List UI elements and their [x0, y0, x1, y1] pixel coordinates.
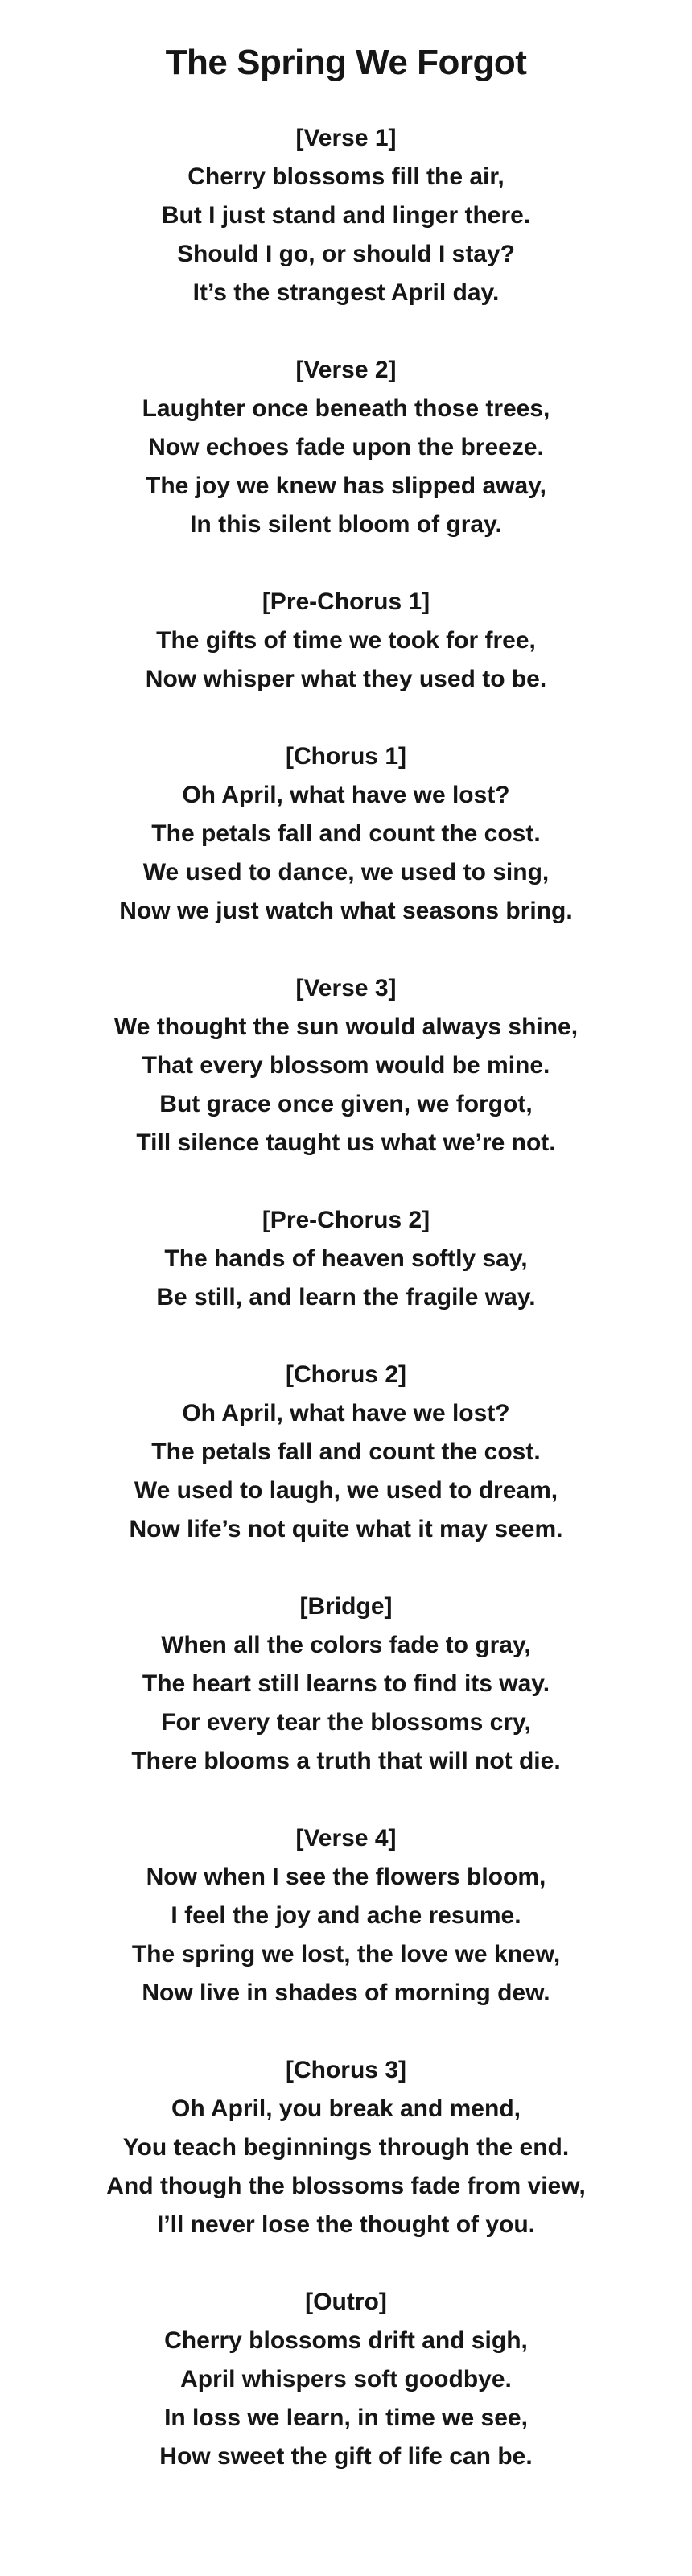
lyric-line: How sweet the gift of life can be. — [159, 2443, 533, 2470]
stanza-list — [0, 119, 692, 2476]
stanza — [0, 119, 692, 312]
lyric-line: The petals fall and count the cost. — [151, 1439, 541, 1465]
lyric-line: Cherry blossoms drift and sigh, — [164, 2327, 528, 2354]
lyric-line: There blooms a truth that will not die. — [131, 1748, 561, 1774]
stanza-label: [Verse 3] — [295, 975, 397, 1001]
stanza-label: [Verse 1] — [295, 125, 397, 151]
lyric-line: Now when I see the flowers bloom, — [146, 1864, 546, 1890]
stanza — [0, 969, 692, 1162]
lyric-line: Laughter once beneath those trees, — [142, 395, 550, 422]
lyric-line: We used to laugh, we used to dream, — [134, 1477, 558, 1504]
stanza — [0, 1201, 692, 1317]
lyric-line: It’s the strangest April day. — [192, 279, 500, 306]
lyric-line: The spring we lost, the love we knew, — [131, 1941, 561, 1967]
stanza — [0, 583, 692, 699]
stanza-label: [Chorus 3] — [286, 2057, 406, 2083]
lyric-line: I’ll never lose the thought of you. — [156, 2211, 536, 2238]
stanza — [0, 1587, 692, 1781]
lyric-line: April whispers soft goodbye. — [180, 2366, 512, 2392]
lyric-line: In loss we learn, in time we see, — [164, 2405, 528, 2431]
lyric-line: But grace once given, we forgot, — [159, 1091, 533, 1117]
stanza-label: [Pre-Chorus 1] — [262, 588, 430, 615]
lyric-line: The petals fall and count the cost. — [151, 820, 541, 847]
stanza — [0, 351, 692, 544]
lyric-line: And though the blossoms fade from view, — [106, 2173, 586, 2199]
lyric-line: Oh April, you break and mend, — [171, 2095, 521, 2122]
lyric-line: We thought the sun would always shine, — [113, 1013, 579, 1040]
stanza — [0, 1356, 692, 1549]
lyric-line: You teach beginnings through the end. — [122, 2134, 570, 2161]
lyric-line: Cherry blossoms fill the air, — [187, 163, 505, 190]
lyric-line: Oh April, what have we lost? — [182, 1400, 510, 1426]
lyric-line: Now echoes fade upon the breeze. — [148, 434, 544, 460]
lyric-line: Now we just watch what seasons bring. — [119, 898, 573, 924]
stanza — [0, 1819, 692, 2013]
lyric-line: When all the colors fade to gray, — [161, 1632, 531, 1658]
stanza — [0, 2051, 692, 2244]
stanza-label: [Chorus 1] — [286, 743, 406, 770]
lyric-line: I feel the joy and ache resume. — [171, 1902, 521, 1929]
stanza-label: [Chorus 2] — [286, 1361, 406, 1388]
lyric-line: In this silent bloom of gray. — [190, 511, 502, 538]
lyric-line: Be still, and learn the fragile way. — [156, 1284, 536, 1311]
lyric-line: That every blossom would be mine. — [142, 1052, 550, 1079]
lyric-line: Now life’s not quite what it may seem. — [129, 1516, 563, 1542]
lyric-line: The gifts of time we took for free, — [156, 627, 536, 654]
stanza-label: [Verse 4] — [295, 1825, 397, 1852]
lyric-line: But I just stand and linger there. — [161, 202, 531, 229]
lyric-line: The joy we knew has slipped away, — [146, 473, 546, 499]
stanza — [0, 2283, 692, 2476]
lyric-line: For every tear the blossoms cry, — [161, 1709, 531, 1736]
song-title: The Spring We Forgot — [165, 43, 527, 82]
stanza — [0, 737, 692, 931]
lyric-line: Oh April, what have we lost? — [182, 782, 510, 808]
lyric-line: The hands of heaven softly say, — [164, 1245, 528, 1272]
lyric-line: The heart still learns to find its way. — [142, 1670, 550, 1697]
stanza-label: [Bridge] — [299, 1593, 393, 1620]
lyric-line: Should I go, or should I stay? — [177, 241, 515, 267]
stanza-label: [Pre-Chorus 2] — [262, 1207, 430, 1233]
lyric-line: We used to dance, we used to sing, — [142, 859, 550, 886]
stanza-label: [Verse 2] — [295, 357, 397, 383]
lyric-line: Till silence taught us what we’re not. — [136, 1129, 556, 1156]
lyric-line: Now whisper what they used to be. — [145, 666, 547, 692]
lyric-line: Now live in shades of morning dew. — [142, 1979, 550, 2006]
stanza-label: [Outro] — [305, 2289, 387, 2315]
